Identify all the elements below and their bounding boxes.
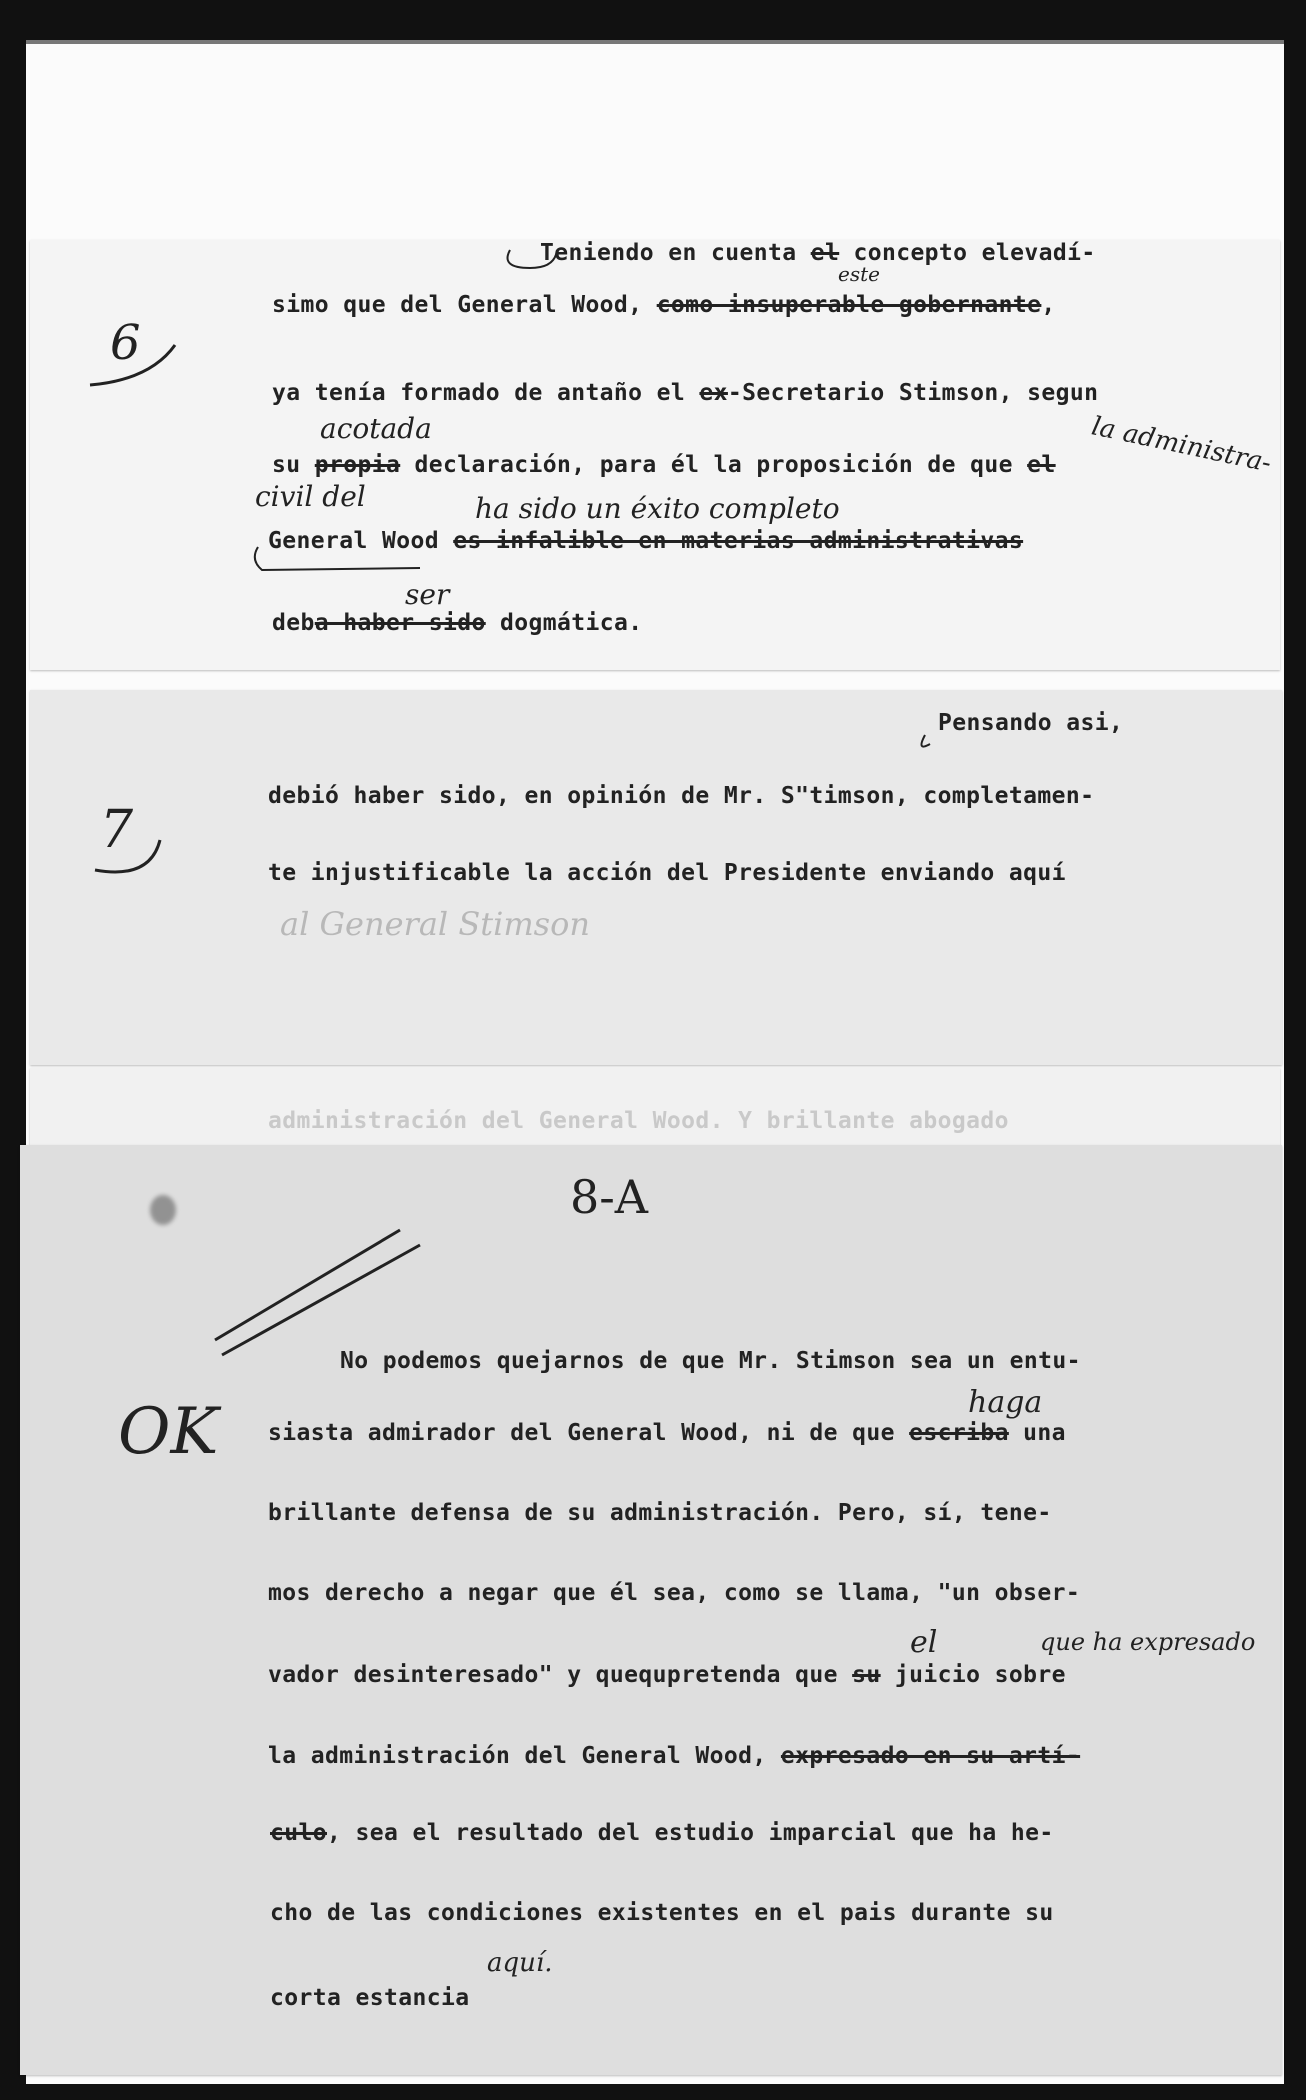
section-6-marker: 6: [110, 315, 141, 371]
s6-line-1: Teniendo en cuenta el concepto elevadí-: [540, 240, 1096, 266]
s6-insert-acotada: acotada: [320, 412, 432, 445]
s8-insert-haga: haga: [968, 1385, 1043, 1420]
s8-line-8: cho de las condiciones existentes en el pais durante su: [270, 1900, 1054, 1926]
s6-margin-note: la administra-: [1088, 411, 1274, 479]
s8-line-6: la administración del General Wood, expresado en su artí-: [268, 1743, 1081, 1769]
check-stroke-2: [222, 1245, 420, 1355]
s7-line-3: te injustificable la acción del Presidente enviando aquí: [268, 860, 1066, 886]
s8-insert-que-ha-expresado: que ha expresado: [1040, 1628, 1256, 1656]
s8-line-5: vador desinteresado" y quequpretenda que su juicio sobre: [268, 1662, 1066, 1688]
caret-stroke-2: [921, 735, 930, 747]
s6-line-3: ya tenía formado de antaño el ex-Secretario Stimson, segun: [272, 380, 1099, 406]
ink-blot: [150, 1195, 176, 1225]
s6-line-2: simo que del General Wood, como insuperable gobernante,: [272, 292, 1056, 318]
section-7-marker: 7: [100, 800, 134, 860]
s8-line-1: No podemos quejarnos de que Mr. Stimson sea un entu-: [340, 1348, 1081, 1374]
s7-line-2: debió haber sido, en opinión de Mr. S"timson, completamen-: [268, 783, 1095, 809]
s8-line-3: brillante defensa de su administración. Pero, sí, tene-: [268, 1500, 1052, 1526]
s6-insert-ha-sido: ha sido un éxito completo: [475, 492, 840, 525]
s6-line-4: su propia declaración, para él la proposición de que el: [272, 452, 1056, 478]
s6-insert-este: este: [838, 262, 880, 286]
s8-line-7: culo, sea el resultado del estudio imparcial que ha he-: [270, 1820, 1054, 1846]
s8-line-4: mos derecho a negar que él sea, como se llama, "un obser-: [268, 1580, 1081, 1606]
s6-insert-ser: ser: [405, 578, 450, 611]
ok-margin-mark: OK: [118, 1395, 219, 1469]
section-8a-marker: 8-A: [570, 1170, 649, 1224]
s6-insert-civil-del: civil del: [255, 480, 366, 513]
s8-line-2: siasta admirador del General Wood, ni de que escriba una: [268, 1420, 1066, 1446]
check-stroke-1: [215, 1230, 400, 1340]
s8-insert-aqui: aquí.: [487, 1948, 553, 1978]
s7-line-1: Pensando asi,: [938, 710, 1124, 736]
s8-insert-el: el: [910, 1625, 938, 1660]
s6-line-5: General Wood es infalible en materias administrativas: [268, 528, 1024, 554]
s7-faded-pencil-note: al General Stimson: [280, 905, 590, 943]
bleed-through-text: administración del General Wood. Y brillante abogado: [268, 1108, 1009, 1134]
s6-line-6: deba haber sido dogmática.: [272, 610, 643, 636]
s8-line-9: corta estancia: [270, 1985, 470, 2011]
